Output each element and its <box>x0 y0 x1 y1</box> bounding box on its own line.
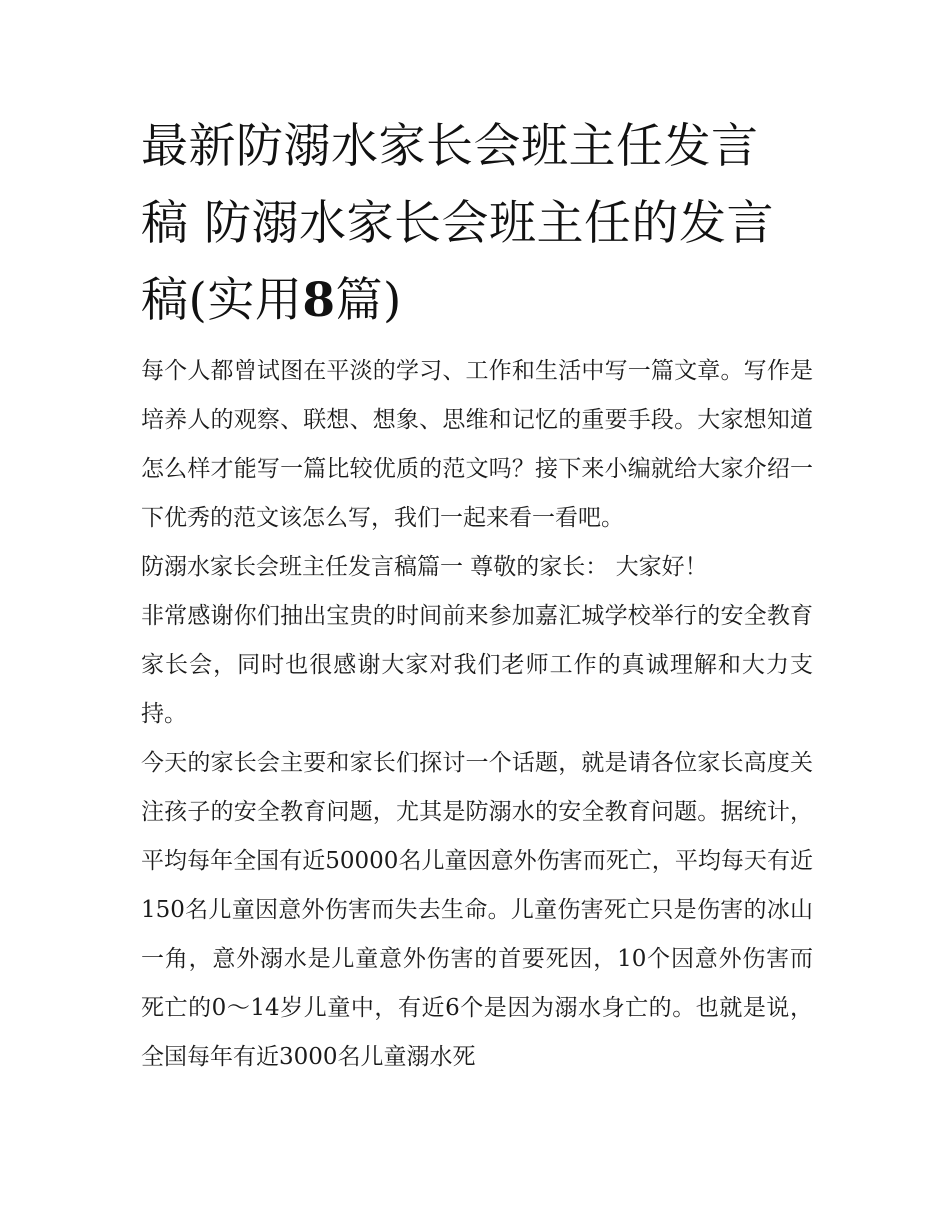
title-line-3-pre: 稿(实用 <box>141 273 303 328</box>
paragraph-thanks: 非常感谢你们抽出宝贵的时间前来参加嘉汇城学校举行的安全教育家长会，同时也很感谢大家对我们老师工作的真诚理解和大力支持。 <box>141 603 813 727</box>
title-line-3-num: 8 <box>302 273 336 328</box>
document-content <box>141 108 813 1082</box>
title-line-1: 最新防溺水家长会班主任发言 <box>141 119 759 174</box>
paragraph-greeting: 防溺水家长会班主任发言稿篇一 尊敬的家长： 大家好！ <box>141 554 708 580</box>
paragraph-topic: 今天的家长会主要和家长们探讨一个话题，就是请各位家长高度关注孩子的安全教育问题，尤其是防溺水的安全教育问题。据统计，平均每年全国有近50000名儿童因意外伤害而死亡，平均每天有近150名儿童因意外伤害而失去生命。儿童伤害死亡只是伤害的冰山一角，意外溺水是儿童意外伤害的首要死因，10个因意外伤害而死亡的0～14岁儿童中，有近6个是因为溺水身亡的。也就是说，全国每年有近3000名儿童溺水死 <box>141 750 813 1070</box>
document-title <box>141 108 813 339</box>
document-body <box>141 347 813 1082</box>
title-line-3-post: 篇) <box>335 273 402 328</box>
paragraph-intro: 每个人都曾试图在平淡的学习、工作和生活中写一篇文章。写作是培养人的观察、联想、想象、思维和记忆的重要手段。大家想知道怎么样才能写一篇比较优质的范文吗？接下来小编就给大家介绍一下优秀的范文该怎么写，我们一起来看一看吧。 <box>141 358 813 531</box>
title-line-2: 稿 防溺水家长会班主任的发言 <box>141 196 774 251</box>
